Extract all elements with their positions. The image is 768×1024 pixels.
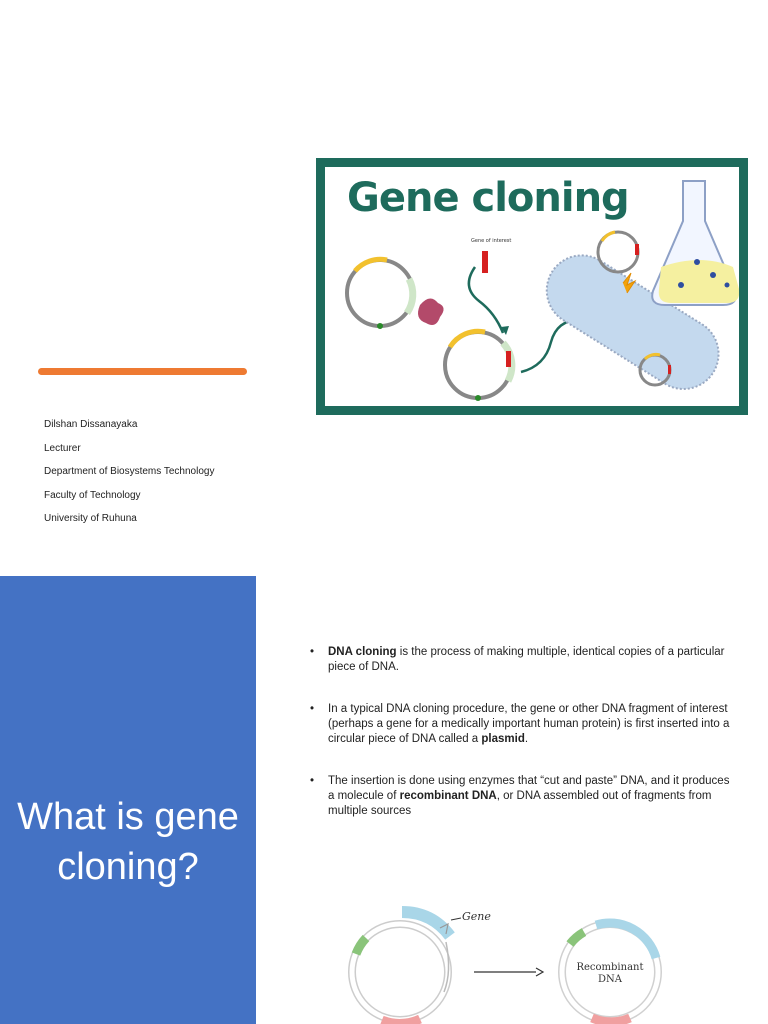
title-panel <box>0 576 256 1024</box>
gene-of-interest-label: Gene of interest <box>471 238 512 244</box>
bullet-bold-text: recombinant DNA <box>399 790 497 802</box>
bullet-item <box>310 702 730 747</box>
author-info <box>44 418 214 536</box>
author-university: University of Ruhuna <box>44 513 137 524</box>
author-faculty: Faculty of Technology <box>44 489 141 501</box>
bullet-item <box>310 774 730 819</box>
bullet-item <box>310 645 730 675</box>
gene-cloning-illustration <box>316 158 748 415</box>
bullet-text: In a typical DNA cloning procedure, the gene or other DNA fragment of interest (perhaps a gene for a medically important human protein) is first inserted into a circular piece of DNA called a <box>328 703 730 745</box>
dna-label: DNA <box>598 974 622 985</box>
author-name: Dilshan Dissanayaka <box>44 419 138 430</box>
accent-divider <box>38 368 247 375</box>
bullet-bold-text: DNA cloning <box>328 646 397 658</box>
content-slide <box>0 576 768 1024</box>
illustration-title: Gene cloning <box>347 175 629 221</box>
bullet-text: . <box>524 733 529 745</box>
recombinant-label: Recombinant <box>576 962 644 973</box>
slide-title: What is gene cloning? <box>17 796 239 888</box>
gene-label: Gene <box>462 910 491 923</box>
author-department: Department of Biosystems Technology <box>44 466 215 477</box>
bullet-text: is the process of making multiple, identical copies of a particular piece of DNA. <box>328 646 725 673</box>
recombinant-dna-diagram <box>340 896 700 1024</box>
bullet-text: The insertion is done using enzymes that “cut and paste” DNA, and it produces a molecule of <box>328 775 730 802</box>
bullet-text: , or DNA assembled out of fragments from multiple sources <box>328 790 712 817</box>
bullet-list <box>310 645 730 819</box>
bullet-bold-text: plasmid <box>481 733 525 745</box>
author-role: Lecturer <box>44 442 81 454</box>
cloning-diagram-art <box>325 167 739 406</box>
